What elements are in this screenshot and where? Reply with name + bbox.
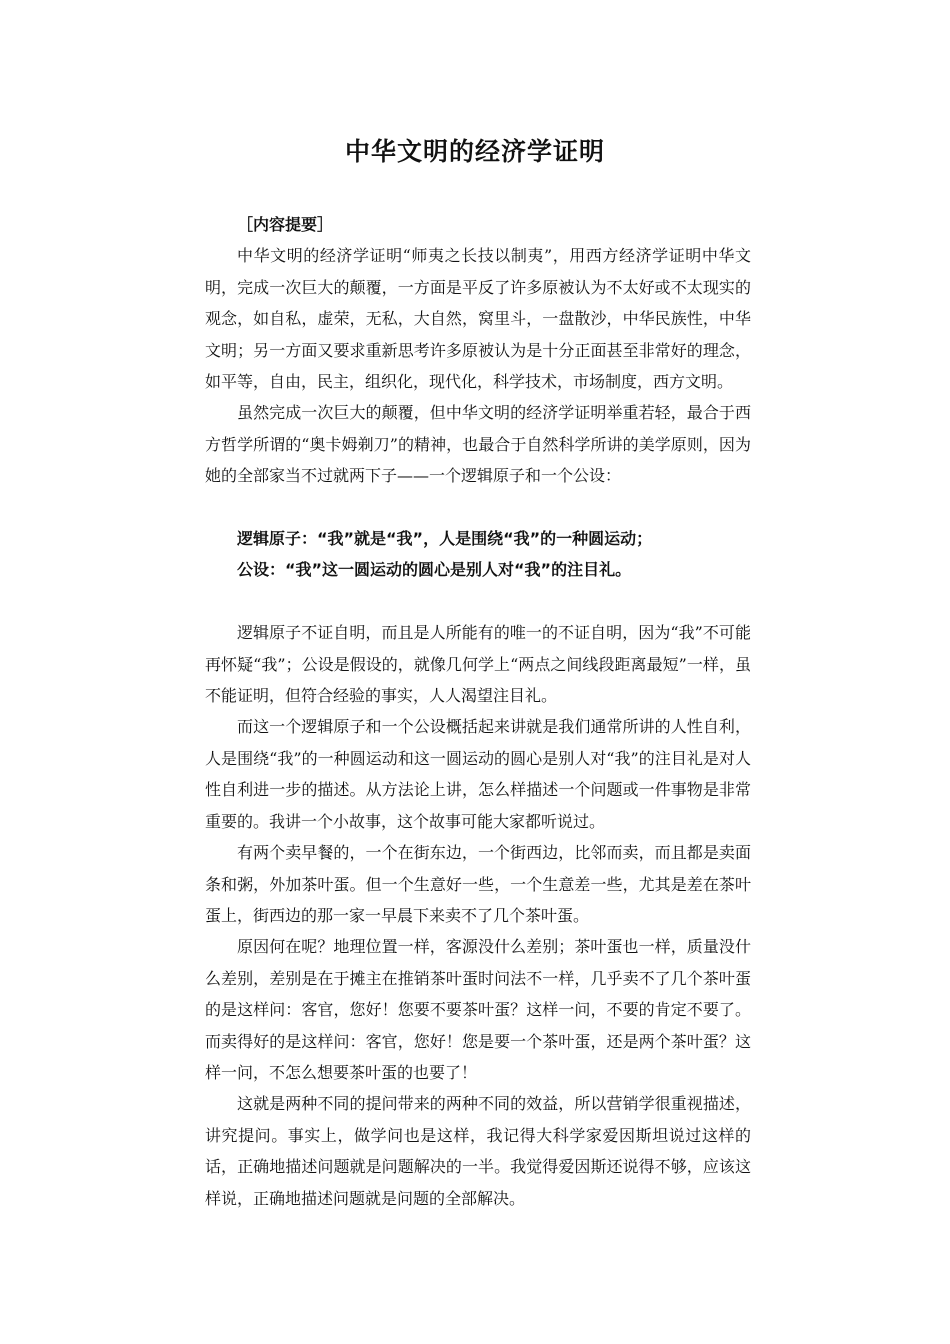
blank-line	[205, 586, 751, 617]
paragraph: 原因何在呢？地理位置一样，客源没什么差别；茶叶蛋也一样，质量没什么差别，差别是在于摊主在推销茶叶蛋时问法不一样，几乎卖不了几个茶叶蛋的是这样问：客官，您好！您要不要茶叶蛋？这样一问，不要的肯定不要了。而卖得好的是这样问：客官，您好！您是要一个茶叶蛋，还是两个茶叶蛋？这样一问，不怎么想要茶叶蛋的也要了！	[205, 937, 751, 1082]
paragraph: 而这一个逻辑原子和一个公设概括起来讲就是我们通常所讲的人性自利，人是围绕“我”的一种圆运动和这一圆运动的圆心是别人对“我”的注目礼是对人性自利进一步的描述。从方法论上讲，怎么样描述一个问题或一件事物是非常重要的。我讲一个小故事，这个故事可能大家都听说过。	[205, 717, 751, 831]
paragraph: 逻辑原子不证自明，而且是人所能有的唯一的不证自明，因为“我”不可能再怀疑“我”；公设是假设的，就像几何学上“两点之间线段距离最短”一样，虽不能证明，但符合经验的事实，人人渴望注目礼。	[205, 623, 751, 706]
blank-line	[205, 492, 751, 523]
paragraph: 中华文明的经济学证明“师夷之长技以制夷”，用西方经济学证明中华文明，完成一次巨大的颠覆，一方面是平反了许多原被认为不太好或不太现实的观念，如自私，虚荣，无私，大自然，窝里斗，一盘散沙，中华民族性，中华文明；另一方面又要求重新思考许多原被认为是十分正面甚至非常好的理念，如平等，自由，民主，组织化，现代化，科学技术，市场制度，西方文明。	[205, 246, 751, 392]
logic-atom-statement: 逻辑原子：“我”就是“我”，人是围绕“我”的一种圆运动；	[237, 529, 653, 549]
paragraph: 有两个卖早餐的，一个在街东边，一个街西边，比邻而卖，而且都是卖面条和粥，外加茶叶蛋。但一个生意好一些，一个生意差一些，尤其是差在茶叶蛋上，街西边的那一家一早晨下来卖不了几个茶叶蛋。	[205, 843, 751, 925]
abstract-heading: ［内容提要］	[237, 215, 334, 234]
paragraph: 虽然完成一次巨大的颠覆，但中华文明的经济学证明举重若轻，最合于西方哲学所谓的“奥卡姆剃刀”的精神，也最合于自然科学所讲的美学原则，因为她的全部家当不过就两下子——一个逻辑原子和一个公设：	[205, 403, 751, 486]
page-title: 中华文明的经济学证明	[344, 137, 605, 166]
postulate-statement: 公设：“我”这一圆运动的圆心是别人对“我”的注目礼。	[237, 560, 632, 580]
document-body	[205, 209, 751, 1214]
paragraph: 这就是两种不同的提问带来的两种不同的效益，所以营销学很重视描述，讲究提问。事实上，做学问也是这样，我记得大科学家爱因斯坦说过这样的话，正确地描述问题就是问题解决的一半。我觉得爱因斯还说得不够，应该这样说，正确地描述问题就是问题的全部解决。	[205, 1094, 751, 1208]
